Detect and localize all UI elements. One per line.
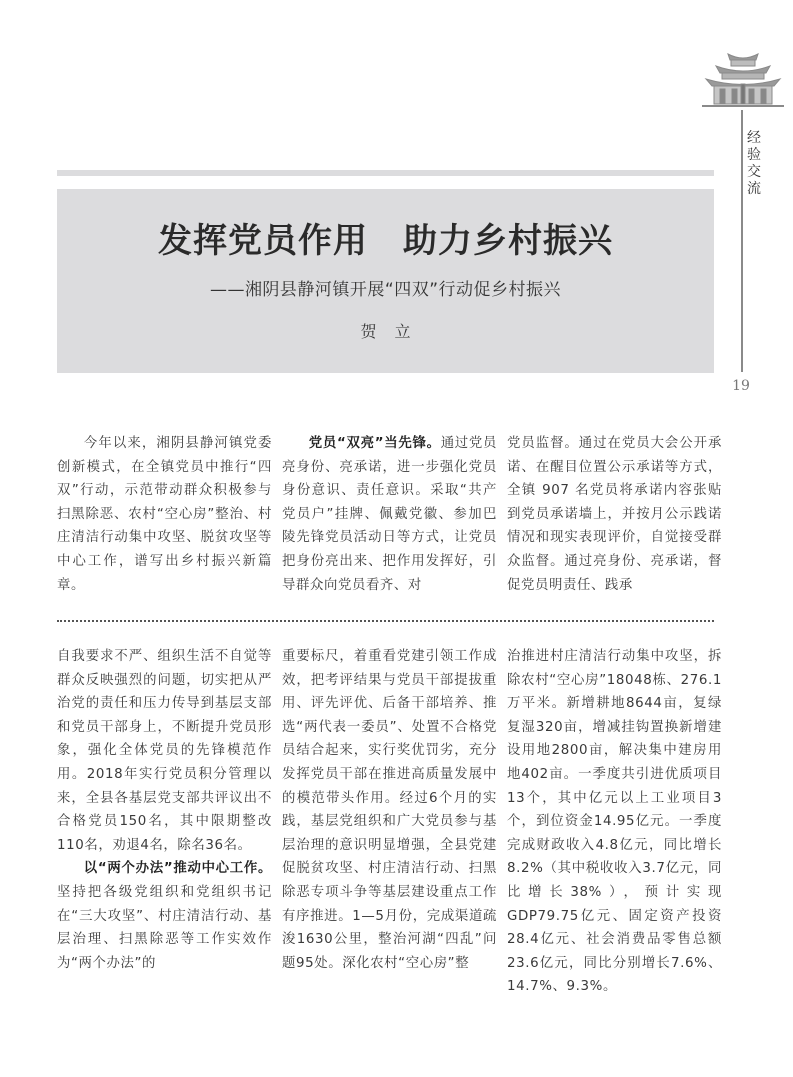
top-column-3 xyxy=(507,432,722,597)
header-divider-line xyxy=(741,110,743,372)
article-subtitle: ——湘阴县静河镇开展“四双”行动促乡村振兴 xyxy=(209,280,562,300)
top-column-2 xyxy=(282,432,497,597)
dotted-separator xyxy=(57,620,714,622)
paragraph xyxy=(282,432,497,597)
title-box xyxy=(57,189,714,373)
section-heading: 以“两个办法”推动中心工作。 xyxy=(83,861,272,877)
bottom-column-2 xyxy=(282,645,497,975)
paragraph: 自我要求不严、组织生活不自觉等群众反映强烈的问题，切实把从严治党的责任和压力传导到基层支部和党员干部身上，不断提升党员形象，强化全体党员的先锋模范作用。2018年实行党员积分管理以来，全县各基层党支部共评议出不合格党员150名，其中限期整改110名，劝退4名，除名36名。 xyxy=(57,649,272,853)
paragraph xyxy=(57,857,272,975)
top-column-1 xyxy=(57,432,272,597)
article-author: 贺立 xyxy=(360,322,429,341)
paragraph: 今年以来，湘阴县静河镇党委创新模式，在全镇党员中推行“四双”行动，示范带动群众积极参与扫黑除恶、农村“空心房”整治、村庄清洁行动集中攻坚、脱贫攻坚等中心工作，谱写出乡村振兴新篇章。 xyxy=(57,436,272,593)
bottom-column-3 xyxy=(507,645,722,999)
title-top-bar xyxy=(57,170,714,176)
pagoda-icon xyxy=(698,48,788,112)
section-heading: 党员“双亮”当先锋。 xyxy=(308,436,441,451)
paragraph: 党员监督。通过在党员大会公开承诺、在醒目位置公示承诺等方式，全镇 907 名党员将承诺内容张贴到党员承诺墙上，并按月公示践诺情况和现实表现评价，自觉接受群众监督。通过亮身份、亮承诺，督促党员明责任、践承 xyxy=(507,436,722,593)
bottom-column-1 xyxy=(57,645,272,975)
paragraph: 治推进村庄清洁行动集中攻坚，拆除农村“空心房”18048栋、276.1万平米。新增耕地8644亩，复绿复湿320亩，增减挂钩置换新增建设用地2800亩，解决集中建房用地402亩。一季度共引进优质项目13个，其中亿元以上工业项目3个，到位资金14.95亿元。一季度完成财政收入4.8亿元，同比增长8.2%（其中税收收入3.7亿元，同比增长38%），预计实现GDP79.75亿元、固定资产投资28.4亿元、社会消费品零售总额23.6亿元，同比分别增长7.6%、14.7%、9.3%。 xyxy=(507,649,722,995)
paragraph: 重要标尺，着重看党建引领工作成效，把考评结果与党员干部提拔重用、评先评优、后备干部培养、推选“两代表一委员”、处置不合格党员结合起来，实行奖优罚劣，充分发挥党员干部在推进高质量发展中的模范带头作用。经过6个月的实践，基层党组织和广大党员参与基层治理的意识明显增强，全县党建促脱贫攻坚、村庄清洁行动、扫黑除恶专项斗争等基层建设重点工作有序推进。1—5月份，完成渠道疏浚1630公里，整治河湖“四乱”问题95处。深化农村“空心房”整 xyxy=(282,649,497,971)
paragraph-body: 坚持把各级党组织和党组织书记在“三大攻坚”、村庄清洁行动、基层治理、扫黑除恶等工作实效作为“两个办法”的 xyxy=(57,884,272,971)
paragraph-body: 通过党员亮身份、亮承诺，进一步强化党员身份意识、责任意识。采取“共产党员户”挂牌、佩戴党徽、参加巴陵先锋党员活动日等方式，让党员把身份亮出来、把作用发挥好，引导群众向党员看齐、对 xyxy=(282,436,497,593)
column-label: 经验交流 xyxy=(747,130,761,197)
article-title: 发挥党员作用 助力乡村振兴 xyxy=(158,221,613,261)
page-number: 19 xyxy=(732,378,750,394)
